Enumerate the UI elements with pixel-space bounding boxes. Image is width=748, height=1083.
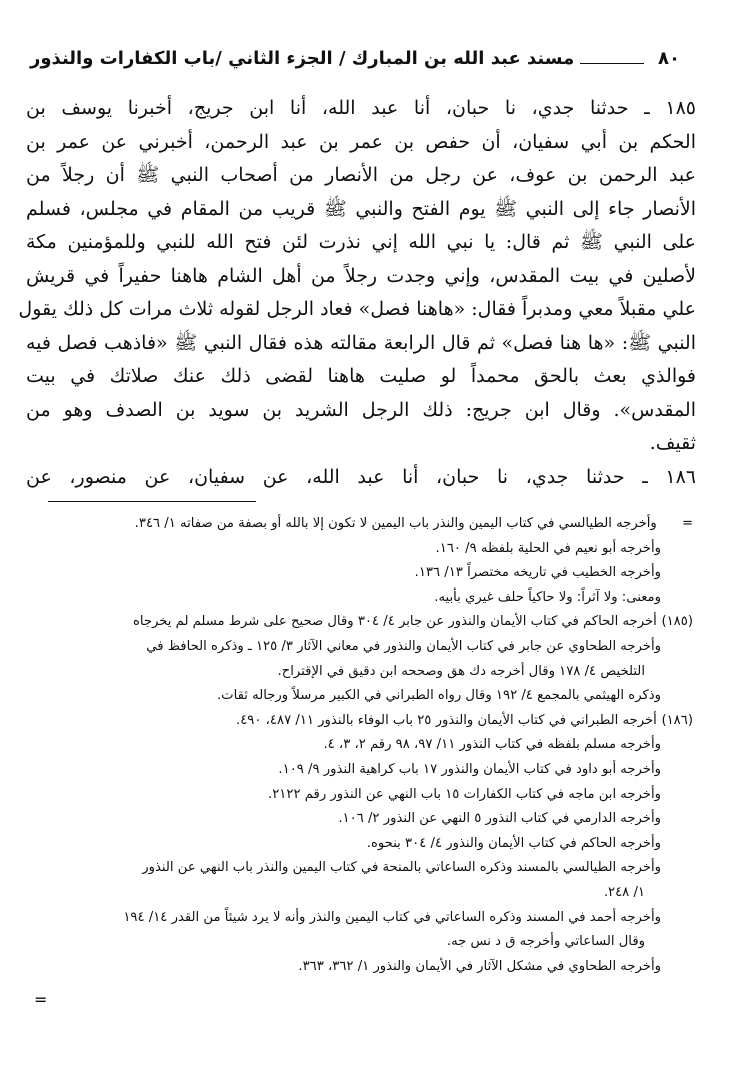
text-line: عبد الرحمن بن عوف، عن رجل من الأنصار من أصحاب النبي ﷺ أن رجلاً من (26, 164, 696, 186)
footnote-line (30, 733, 693, 758)
main-text-block (18, 92, 696, 494)
footnote-line (30, 512, 693, 537)
footnote-text: وأخرجه الخطيب في تاريخه مختصراً ١٣/ ١٣٦. (414, 565, 661, 581)
text-line: ١٨٥ ـ حدثنا جدي، نا حبان، أنا عبد الله، أنا ابن جريج، أخبرنا يوسف بن (26, 97, 696, 119)
footnote-line (30, 586, 693, 611)
footnote-line (30, 807, 693, 832)
footnote-text: وأخرجه الطحاوي في مشكل الآثار في الأيمان والنذور ١/ ٣٦٢، ٣٦٣. (298, 958, 661, 974)
header-rule (580, 62, 644, 64)
footnote-text: التلخيص ٤/ ١٧٨ وقال أخرجه دك هق وصححه ابن دقيق في الإقتراح. (277, 663, 645, 679)
footnote-line (30, 684, 693, 709)
running-header (30, 48, 680, 70)
text-line: على النبي ﷺ ثم قال: يا نبي الله إني نذرت لئن فتح الله للنبي وللمؤمنين مكة (26, 231, 696, 253)
text-line: النبي ﷺ: «ها هنا فصل» ثم قال الرابعة مقالته هذه فقال النبي ﷺ «فاذهب فصل فيه (26, 331, 696, 354)
text-line: الحكم بن أبي سفيان، أن حفص بن عمر بن عبد الرحمن، أخبرني عن عمر بن (26, 130, 696, 153)
footnote-line (30, 832, 693, 857)
footnote-text: وأخرجه أبو نعيم في الحلية بلفظه ٩/ ١٦٠. (435, 540, 661, 556)
footnote-line (30, 783, 693, 808)
footnote-mark: (١٨٦) (661, 712, 693, 728)
footnote-line (30, 758, 693, 783)
footnote-line (30, 709, 693, 734)
running-title: مسند عبد الله بن المبارك / الجزء الثاني /باب الكفارات والنذور (30, 48, 575, 69)
footnote-text: وأخرجه الطيالسي في كتاب اليمين والنذر باب اليمين لا تكون إلا بالله أو بصفة من صفاته ١/ ٣٤٦. (134, 516, 657, 531)
footnote-text: وأخرجه الحاكم في كتاب الأيمان والنذور ٤/ ٣٠٤ بنحوه. (366, 835, 661, 851)
footnote-text: أخرجه الحاكم في كتاب الأيمان والنذور عن جابر ٤/ ٣٠٤ وقال صحيح على شرط مسلم لم يخرجاه (132, 614, 657, 630)
footnote-mark: (١٨٥) (661, 614, 693, 630)
footnote-line (30, 635, 693, 660)
footnote-line (30, 561, 693, 586)
footnote-text: وأخرجه الطيالسي بالمسند وذكره الساعاتي بالمنحة في كتاب اليمين والنذر باب النهي عن النذور (142, 860, 661, 876)
footnote-text: وأخرجه الطحاوي عن جابر في كتاب الأيمان والنذور في معاني الآثار ٣/ ١٢٥ ـ وذكره الحافظ في (146, 638, 661, 654)
footnote-separator (48, 501, 256, 502)
text-line: علي مقبلاً معي ومدبراً فقال: «هاهنا فصل» فعاد الرجل لقوله ثلاث مرات كل ذلك يقول (18, 298, 696, 320)
footnote-text: ومعنى: ولا آثراً: ولا حاكياً حلف غيري بأبيه. (434, 589, 661, 605)
text-line: فوالذي بعث بالحق محمداً لو صليت هاهنا لقضى ذلك عنك صلاتك في بيت (26, 365, 696, 387)
footnote-mark: = (681, 516, 693, 531)
footnote-line (30, 930, 693, 955)
footnote-line (30, 955, 693, 980)
footnote-text: ١/ ٢٤٨. (603, 884, 645, 900)
footnote-text: وأخرجه الدارمي في كتاب النذور ٥ النهي عن النذور ٢/ ١٠٦. (338, 811, 661, 827)
footnote-line (30, 610, 693, 635)
footnote-text: وقال الساعاتي وأخرجه ق د نس جه. (446, 934, 645, 950)
footnote-text: وذكره الهيثمي بالمجمع ٤/ ١٩٢ وقال رواه الطبراني في الكبير مرسلاً ورجاله ثقات. (216, 688, 661, 704)
footnote-text: وأخرجه ابن ماجه في كتاب الكفارات ١٥ باب النهي عن النذور رقم ٢١٢٢. (268, 786, 661, 802)
text-line: الأنصار جاء إلى النبي ﷺ يوم الفتح والنبي ﷺ قريب من المقام في مجلس، فسلم (26, 197, 696, 220)
footnotes-block (30, 512, 693, 979)
text-line: ١٨٦ ـ حدثنا جدي، نا حبان، أنا عبد الله، عن سفيان، عن منصور، عن (26, 465, 696, 488)
footnote-line (30, 537, 693, 562)
footnote-text: وأخرجه أحمد في المسند وذكره الساعاتي في كتاب اليمين والنذر وأنه لا يرد شيئاً من القدر ١٤/ ١٩٤ (123, 909, 661, 925)
text-line: المقدس». وقال ابن جريج: ذلك الرجل الشريد بن سويد بن الصدف وهو من (26, 398, 696, 421)
footnote-text: وأخرجه مسلم بلفظه في كتاب النذور ١١/ ٩٧، ٩٨ رقم ٢، ٣، ٤. (323, 737, 661, 753)
footnote-line (30, 881, 693, 906)
footnote-text: أخرجه الطبراني في كتاب الأيمان والنذور ٢٥ باب الوفاء بالنذور ١١/ ٤٨٧، ٤٩٠. (236, 712, 657, 728)
footnote-text: وأخرجه أبو داود في كتاب الأيمان والنذور ١٧ باب كراهية النذور ٩/ ١٠٩. (278, 761, 661, 777)
continuation-mark: = (34, 990, 48, 1009)
text-line: لأصلين في بيت المقدس، وإني وجدت رجلاً من أهل الشام هاهنا حفيراً في قريش (26, 264, 696, 287)
footnote-line (30, 660, 693, 685)
footnote-line (30, 856, 693, 881)
footnote-line (30, 906, 693, 931)
text-line: ثقيف. (649, 432, 696, 454)
page-number: ٨٠ (658, 48, 680, 69)
